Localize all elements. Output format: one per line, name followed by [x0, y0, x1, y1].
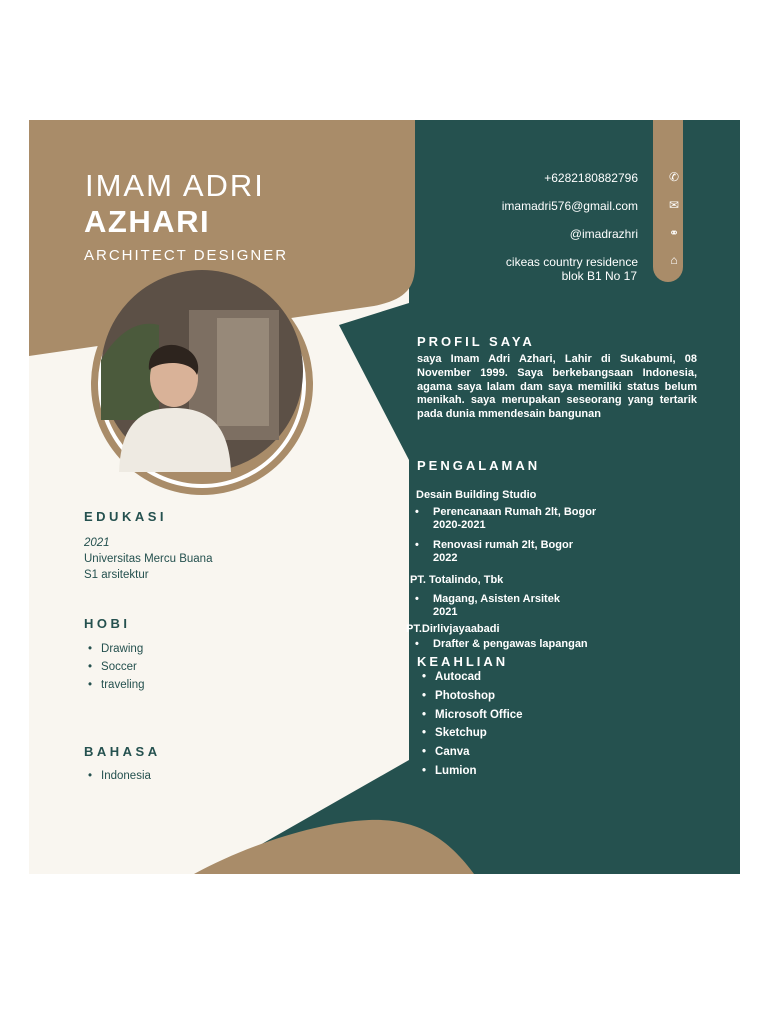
- list-item: • traveling: [88, 676, 145, 694]
- job-entry: • Renovasi rumah 2lt, Bogor 2022: [415, 539, 573, 564]
- profile-photo: [101, 270, 303, 472]
- education-year: 2021: [84, 537, 110, 549]
- job-title-text: Magang, Asisten Arsitek: [433, 593, 560, 605]
- job-entry: • Magang, Asisten Arsitek 2021: [415, 593, 560, 618]
- job-year: 2020-2021: [433, 519, 486, 531]
- education-heading: EDUKASI: [84, 509, 168, 524]
- list-item: • Soccer: [88, 658, 145, 676]
- list-item: • Autocad: [422, 668, 523, 687]
- hobbies-heading: HOBI: [84, 616, 131, 631]
- name-last: AZHARI: [84, 204, 211, 239]
- list-item: • Photoshop: [422, 687, 523, 706]
- contact-social[interactable]: @imadrazhri: [569, 227, 638, 241]
- list-item: • Sketchup: [422, 724, 523, 743]
- skills-list: [422, 668, 523, 781]
- name-first: IMAM ADRI: [85, 168, 265, 203]
- contact-address-line2: blok B1 No 17: [561, 269, 637, 283]
- languages-list: [88, 767, 151, 785]
- resume-page: [29, 120, 740, 874]
- education-school: Universitas Mercu Buana: [84, 553, 213, 565]
- list-item: • Lumion: [422, 762, 523, 781]
- contact-email[interactable]: imamadri576@gmail.com: [501, 199, 638, 213]
- link-icon: ⚭: [668, 226, 680, 240]
- mail-icon: ✉: [668, 198, 680, 212]
- company-name: Desain Building Studio: [416, 489, 537, 501]
- skills-heading: KEAHLIAN: [417, 654, 509, 669]
- hobbies-list: [88, 640, 145, 694]
- job-title: ARCHITECT DESIGNER: [84, 247, 289, 264]
- contact-phone[interactable]: +6282180882796: [544, 171, 638, 185]
- languages-heading: BAHASA: [84, 744, 161, 759]
- job-year: 2021: [433, 606, 458, 618]
- list-item: • Drawing: [88, 640, 145, 658]
- list-item: • Canva: [422, 743, 523, 762]
- location-icon: ⌂: [670, 253, 678, 267]
- profile-heading: PROFIL SAYA: [417, 334, 535, 349]
- job-entry: • Drafter & pengawas lapangan: [415, 638, 588, 650]
- education-degree: S1 arsitektur: [84, 569, 149, 581]
- phone-icon: ✆: [668, 170, 680, 184]
- company-name: PT.Dirlivjayaabadi: [406, 623, 500, 635]
- job-entry: • Perencanaan Rumah 2lt, Bogor 2020-2021: [415, 506, 597, 531]
- job-year: 2022: [433, 552, 458, 564]
- list-item: • Microsoft Office: [422, 706, 523, 725]
- experience-heading: PENGALAMAN: [417, 458, 541, 473]
- profile-text: saya Imam Adri Azhari, Lahir di Sukabumi, 08 November 1999. Saya berkebangsaan Indonesia, agama saya lalam dam saya memiliki status belum menikah. saya merupakan seseorang yang tertarik pada dunia mmendesain bangunan: [417, 353, 697, 421]
- company-name: PT. Totalindo, Tbk: [410, 574, 504, 586]
- job-title-text: Renovasi rumah 2lt, Bogor: [433, 539, 573, 551]
- list-item: • Indonesia: [88, 767, 151, 785]
- job-title-text: Drafter & pengawas lapangan: [433, 638, 588, 650]
- job-title-text: Perencanaan Rumah 2lt, Bogor: [433, 506, 597, 518]
- contact-address-line1: cikeas country residence: [505, 255, 638, 269]
